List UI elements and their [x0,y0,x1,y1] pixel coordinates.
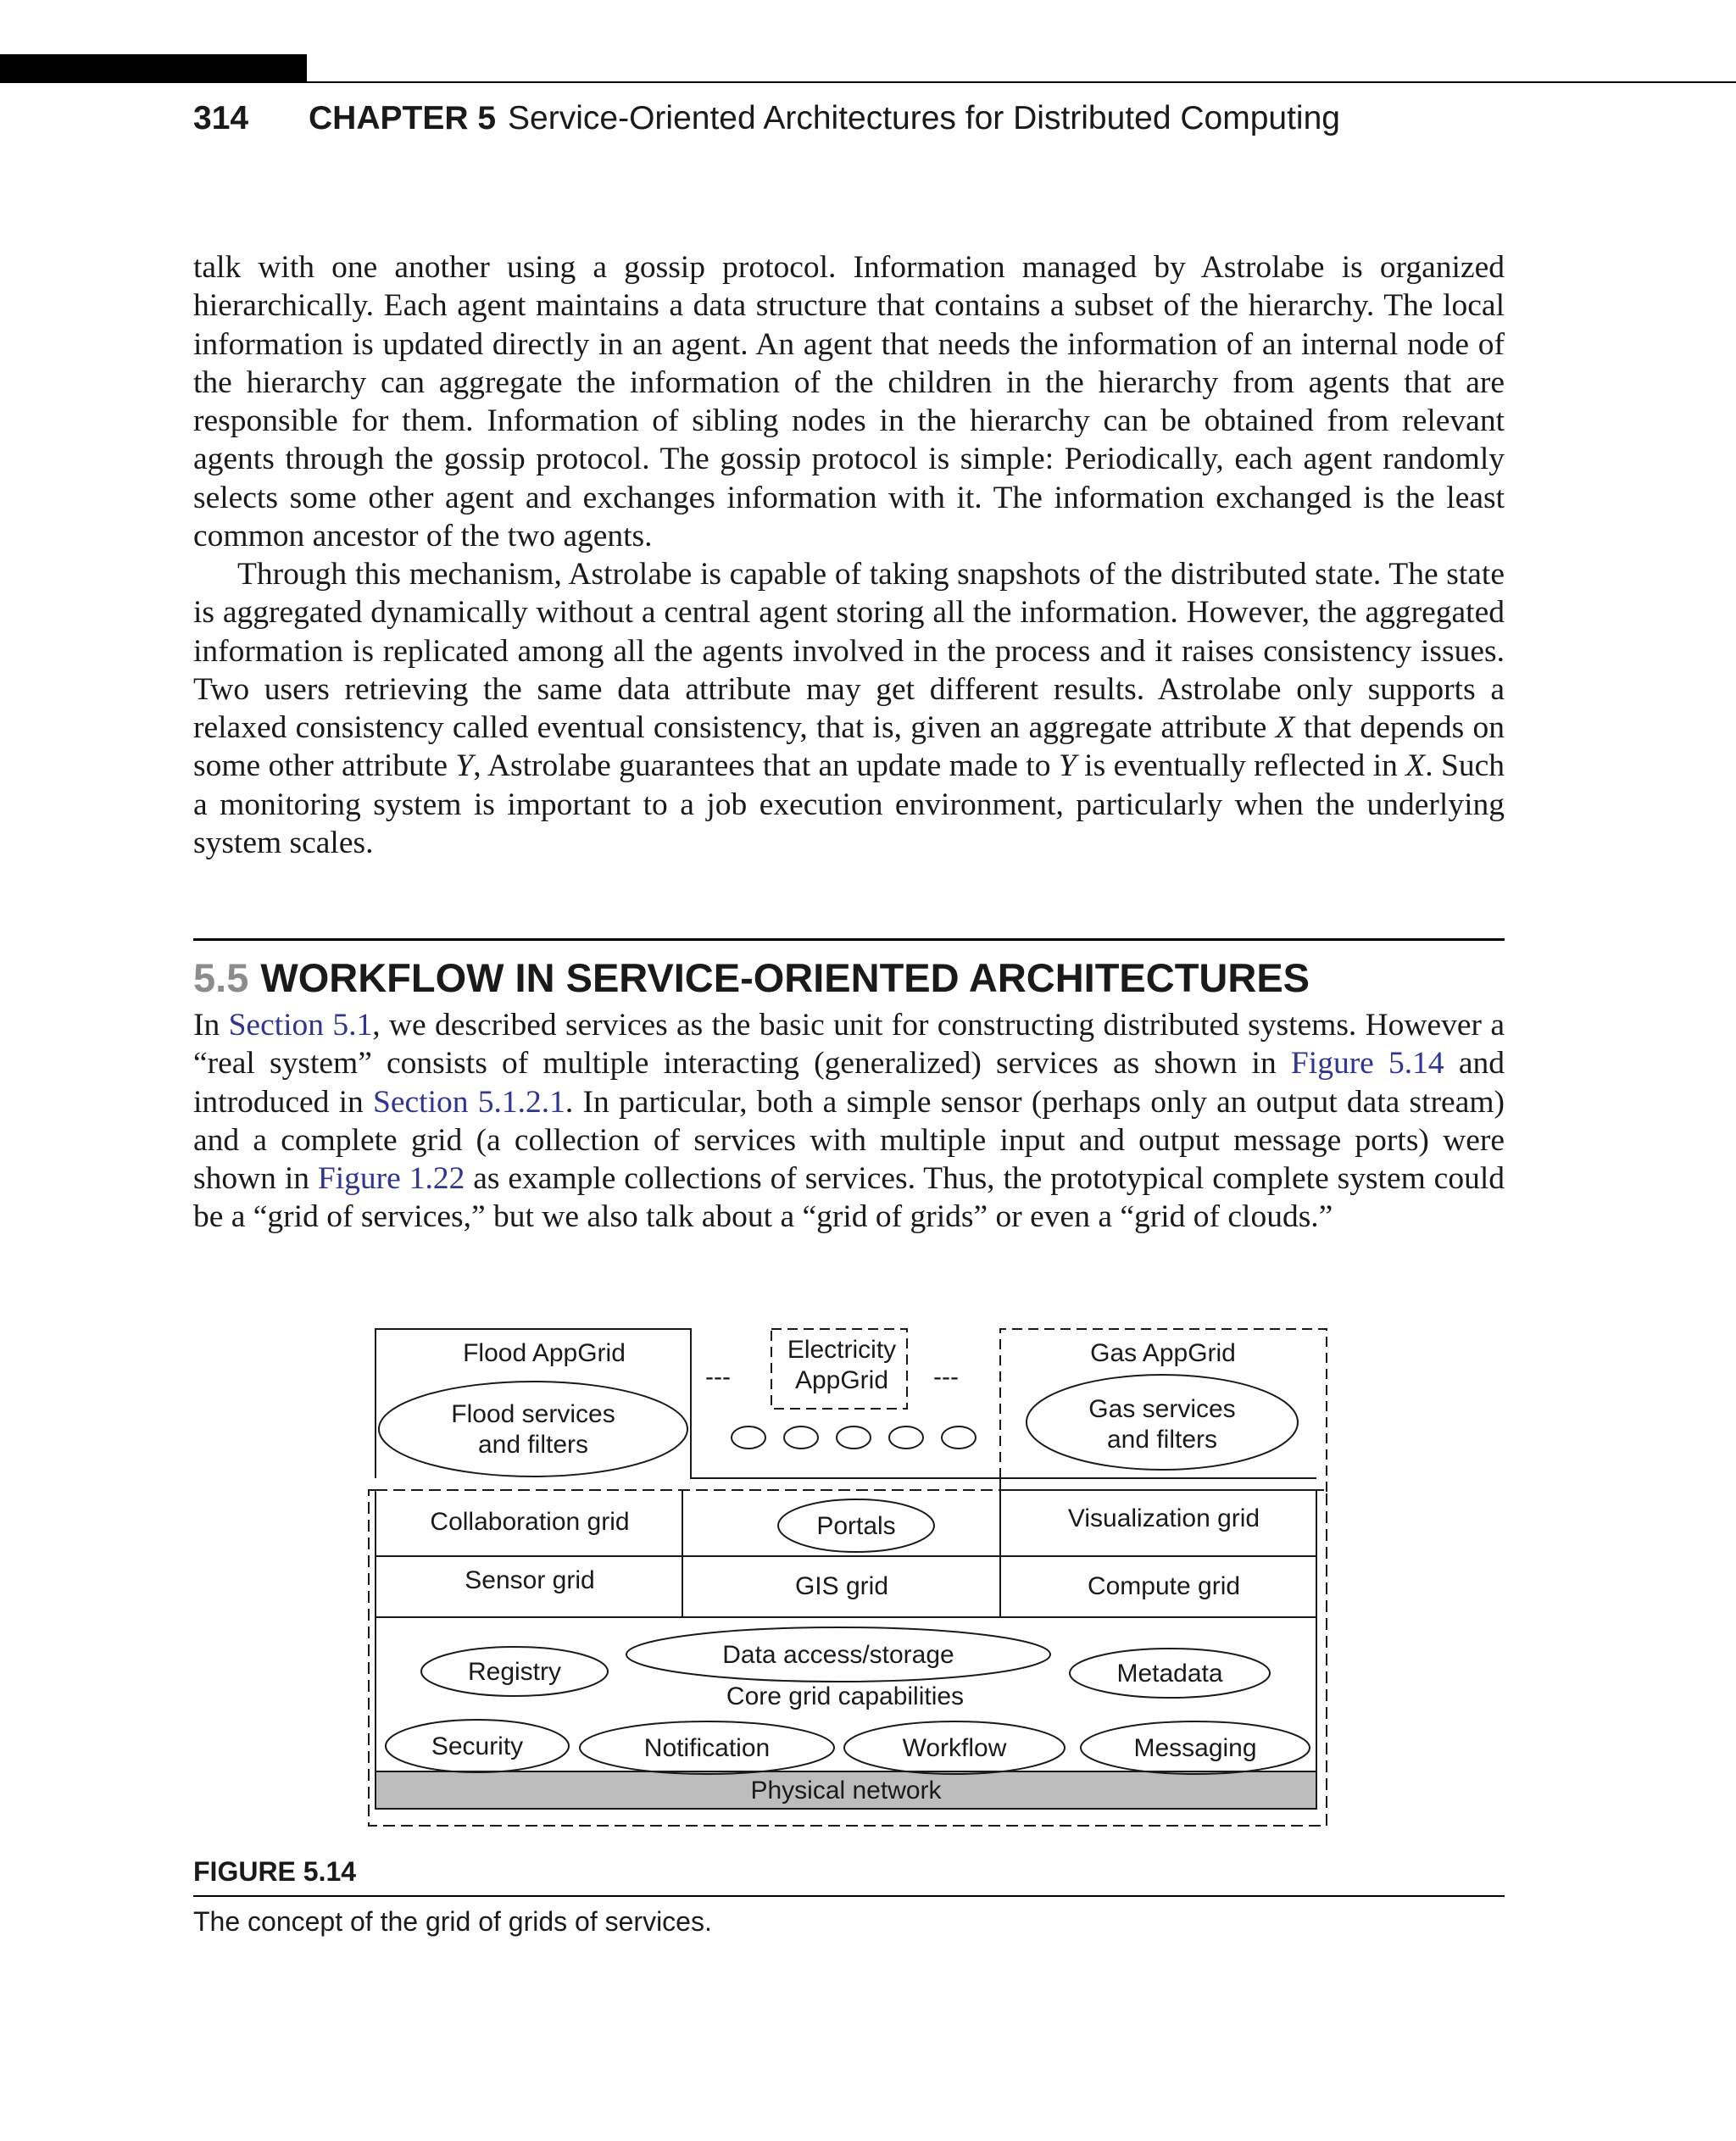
figure-caption-rule [193,1895,1505,1897]
data-access-label: Data access/storage [722,1641,954,1669]
compute-grid-label: Compute grid [1087,1572,1241,1600]
security-label: Security [431,1732,524,1760]
header-rule [307,81,1736,83]
service-ellipse-small [889,1426,923,1449]
flood-services-label-line2: and filters [477,1431,589,1459]
electricity-label-line2: AppGrid [794,1366,889,1394]
service-ellipse-small [784,1426,818,1449]
paragraph-astrolabe-consistency [193,555,1505,862]
metadata-label: Metadata [1116,1660,1223,1688]
text-run: , we described services as the basic unit for constructing distributed systems. However a “real system” consists of multiple interacting (generalized) services as shown in [193,1008,1505,1082]
flood-appgrid-label: Flood AppGrid [463,1339,626,1367]
text-run: , Astrolabe guarantees that an update made to [473,748,1059,784]
physical-network-label: Physical network [750,1777,942,1805]
figure-caption: The concept of the grid of grids of services. [193,1906,712,1937]
figure-grid-of-grids [364,1322,1331,1831]
paragraph-workflow-intro [193,1006,1505,1237]
text-run: and introduced in [193,1046,1505,1120]
gas-services-label-line1: Gas services [1088,1395,1236,1423]
service-ellipse-small [837,1426,871,1449]
text-run: . Such a monitoring system is important to a job execution environment, particularly when the underlying system scales. [193,748,1505,861]
variable-y: Y [1058,748,1077,784]
header-bar-decoration [0,54,307,83]
link-figure-5-14[interactable]: Figure 5.14 [1290,1046,1444,1082]
gis-grid-label: GIS grid [794,1572,889,1600]
electricity-label-line1: Electricity [787,1336,897,1364]
registry-label: Registry [467,1658,562,1686]
dashes-left: --- [705,1363,731,1391]
service-ellipse-small [732,1426,765,1449]
grid-of-grids-diagram [364,1322,1331,1831]
dashes-right: --- [933,1363,959,1391]
chapter-title: Service-Oriented Architectures for Distributed Computing [508,100,1340,136]
section-heading [193,953,1310,1004]
core-grid-capabilities-label: Core grid capabilities [726,1682,965,1710]
flood-services-ellipse [379,1382,687,1476]
collaboration-grid-label: Collaboration grid [430,1508,630,1536]
section-rule [193,938,1505,941]
flood-services-label-line1: Flood services [451,1400,615,1428]
variable-y: Y [455,748,474,784]
figure-label: FIGURE 5.14 [193,1856,357,1887]
sensor-grid-label: Sensor grid [465,1566,595,1594]
workflow-label: Workflow [902,1734,1007,1762]
notification-label: Notification [643,1734,771,1762]
text-run: Through this mechanism, Astrolabe is capable of taking snapshots of the distributed state. The state is aggregated dynamically without a central agent storing all the information. However, the aggregated information is replicated among all the agents involved in the process and it raises consistency issues. Two users retrieving the same data attribute may get different results. Astrolabe only supports a relaxed consistency called eventual consistency, that is, given an aggregate attribute [193,557,1505,746]
gas-services-label-line2: and filters [1106,1426,1218,1454]
service-ellipse-small [942,1426,976,1449]
page-number: 314 [193,100,249,136]
variable-x: X [1405,748,1426,784]
messaging-label: Messaging [1133,1734,1257,1762]
portals-label: Portals [816,1512,896,1540]
visualization-grid-label: Visualization grid [1067,1504,1260,1532]
text-run: as example collections of services. Thus, the prototypical complete system could be a “grid of services,” but we also talk about a “grid of grids” or even a “grid of clouds.” [193,1161,1505,1235]
running-head [193,93,1340,144]
link-section-5-1-2-1[interactable]: Section 5.1.2.1 [373,1084,565,1120]
text-run: In [193,1008,229,1043]
link-section-5-1[interactable]: Section 5.1 [228,1008,373,1043]
section-title: WORKFLOW IN SERVICE-ORIENTED ARCHITECTURES [260,955,1310,1000]
link-figure-1-22[interactable]: Figure 1.22 [317,1161,465,1197]
variable-x: X [1275,710,1295,746]
chapter-label: CHAPTER 5 [309,100,497,136]
text-run: that depends on some other attribute [193,710,1505,784]
paragraph-astrolabe-gossip: talk with one another using a gossip protocol. Information managed by Astrolabe is organized hierarchically. Each agent maintains a data structure that contains a subset of the hierarchy. The local information is updated directly in an agent. An agent that needs the information of an internal node of the hierarchy can aggregate the information of the children in the hierarchy from agents that are responsible for them. Information of sibling nodes in the hierarchy can be obtained from relevant agents through the gossip protocol. The gossip protocol is simple: Periodically, each agent randomly selects some other agent and exchanges information with it. The information exchanged is the least common ancestor of the two agents. [193,250,1505,554]
text-run: is eventually reflected in [1076,748,1406,784]
section-number: 5.5 [193,955,249,1000]
gas-appgrid-label: Gas AppGrid [1090,1339,1236,1367]
text-run: . In particular, both a simple sensor (perhaps only an output data stream) and a complete grid (a collection of services with multiple input and output message ports) were shown in [193,1084,1505,1197]
